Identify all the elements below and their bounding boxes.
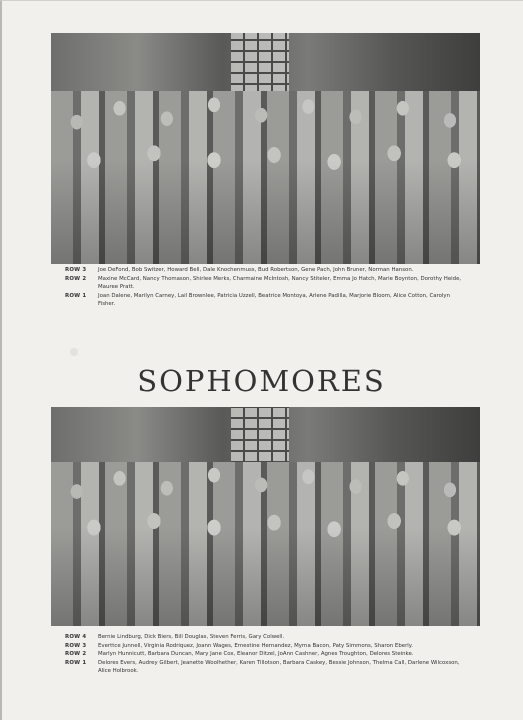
section-title: SOPHOMORES — [137, 364, 386, 398]
caption-row — [65, 659, 465, 676]
row-names: Everttce Junnell, Virginia Rodriquez, Joann Wages, Ernestine Hernandez, Myrna Bacon, Paty Simmons, Sharon Eberly. — [98, 642, 413, 649]
caption-row — [65, 642, 465, 651]
row-names: Joan Dalene, Marilyn Carney, Lail Brownlee, Patricia Uzzell, Beatrice Montoya, Arlene Padilla, Marjorie Bloom, Alice Cotton, Carolyn Fisher. — [98, 292, 451, 308]
caption-row — [65, 633, 465, 642]
caption-row — [65, 275, 465, 292]
row-names: Joe DeFond, Bob Switzer, Howard Bell, Dale Knochenmuss, Bud Robertson, Gene Pach, John Bruner, Norman Hanson. — [98, 267, 414, 273]
caption-row — [65, 292, 465, 309]
class-photo-bottom — [51, 407, 480, 626]
row-label: ROW 2 — [65, 275, 87, 282]
caption-top — [65, 266, 465, 309]
row-names: Marlyn Hunnicutt, Barbara Duncan, Mary Jane Cox, Eleanor Ditzel, JoAnn Cashner, Agnes Troughton, Delores Steinke. — [98, 651, 414, 658]
caption-bottom — [65, 633, 465, 676]
row-label: ROW 3 — [65, 642, 87, 649]
row-names: Maxine McCard, Nancy Thomason, Shirlee Merks, Charmaine McIntosh, Nancy Stiteler, Emma Jo Hatch, Marie Boynton, Dorothy Heide, Mauree Pratt. — [98, 275, 462, 291]
row-label: ROW 4 — [65, 634, 87, 640]
row-names: Bernie Lindburg, Dick Biers, Bill Douglas, Steven Ferris, Gary Colwell. — [98, 634, 285, 640]
class-photo-top — [51, 33, 480, 264]
page-mark — [70, 348, 78, 356]
row-label: ROW 1 — [65, 292, 87, 299]
row-label: ROW 2 — [65, 651, 87, 658]
row-names: Delores Evers, Audrey Gilbert, Jeanette Woolhether, Karen Tillotson, Barbara Caskey, Bessie Johnson, Thelma Call, Darlene Wilcoxson, Alice Holbrook. — [98, 659, 460, 675]
caption-row — [65, 650, 465, 659]
caption-row — [65, 266, 465, 275]
row-label: ROW 1 — [65, 659, 87, 666]
row-label: ROW 3 — [65, 267, 87, 273]
